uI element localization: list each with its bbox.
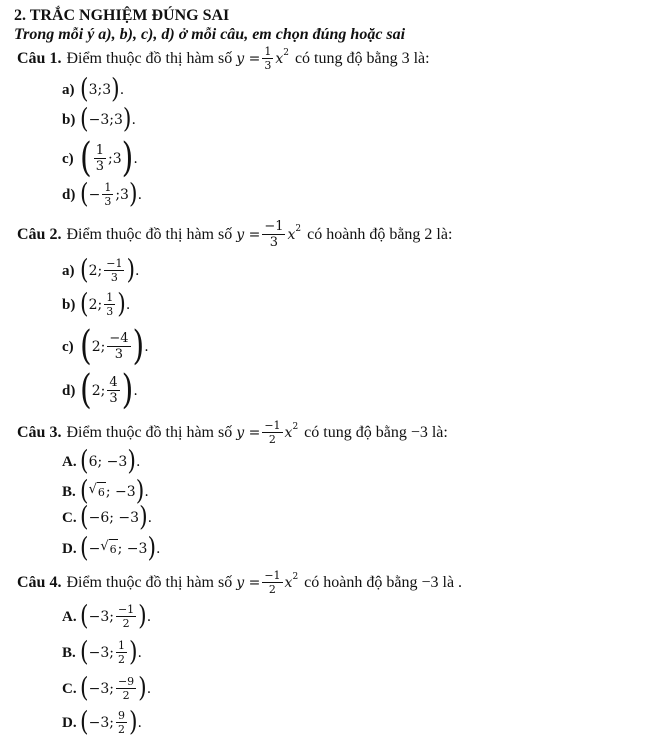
option-2d[interactable]: d) ( 2 ; $\frac{4}{3}$ ) . bbox=[62, 366, 138, 414]
function-formula: y = $\frac{-1}{2}$ x 2 bbox=[236, 569, 299, 596]
question-text: Điểm thuộc đồ thị hàm số bbox=[66, 225, 233, 243]
section-instruction: Trong mỗi ý a), b), c), d) ở mỗi câu, em chọn đúng hoặc sai bbox=[14, 26, 406, 43]
option-1a[interactable]: a) ( 3 ; 3 ) . bbox=[62, 73, 125, 105]
question-1 bbox=[17, 46, 430, 71]
option-1d[interactable]: d) ( − $\frac{1}{3}$ ; 3 ) . bbox=[62, 178, 143, 210]
option-1b[interactable]: b) ( −3 ; 3 ) . bbox=[62, 103, 136, 135]
question-2 bbox=[17, 220, 452, 249]
question-label: Câu 2. bbox=[17, 225, 62, 243]
question-4 bbox=[17, 570, 462, 595]
option-2b[interactable]: b) ( 2 ; $\frac{1}{3}$ ) . bbox=[62, 288, 131, 320]
question-text: có tung độ bằng 3 là: bbox=[294, 49, 430, 67]
question-text: Điểm thuộc đồ thị hàm số bbox=[66, 49, 233, 67]
question-text: Điểm thuộc đồ thị hàm số bbox=[66, 423, 233, 441]
option-3b[interactable]: B. ( √ 6 ; − 3 ) . bbox=[62, 475, 149, 507]
question-3 bbox=[17, 420, 448, 445]
option-4b[interactable]: B. ( −3 ; $\frac{1}{2}$ ) . bbox=[62, 636, 142, 668]
question-label: Câu 3. bbox=[17, 423, 62, 441]
option-3c[interactable]: C. ( −6 ; − 3 ) . bbox=[62, 501, 153, 533]
question-text: Điểm thuộc đồ thị hàm số bbox=[66, 573, 233, 591]
option-2a[interactable]: a) ( 2 ; $\frac{-1}{3}$ ) . bbox=[62, 254, 140, 286]
function-formula: y = $\frac{-1}{2}$ x 2 bbox=[236, 419, 299, 446]
option-3a[interactable]: A. ( 6 ; − 3 ) . bbox=[62, 445, 141, 477]
question-label: Câu 1. bbox=[17, 49, 62, 67]
option-1c[interactable]: c) ( $\frac{1}{3}$ ; 3 ) . bbox=[62, 134, 138, 182]
option-4d[interactable]: D. ( −3 ; $\frac{9}{2}$ ) . bbox=[62, 706, 142, 738]
section-heading: 2. TRẮC NGHIỆM ĐÚNG SAI bbox=[14, 7, 230, 24]
question-label: Câu 4. bbox=[17, 573, 62, 591]
option-4a[interactable]: A. ( −3 ; $\frac{-1}{2}$ ) . bbox=[62, 600, 152, 632]
option-3d[interactable]: D. ( − √ 6 ; − 3 ) . bbox=[62, 532, 161, 564]
question-text: có tung độ bằng −3 là: bbox=[304, 423, 448, 441]
question-text: có hoành độ bằng −3 là . bbox=[304, 573, 463, 591]
option-4c[interactable]: C. ( −3 ; $\frac{-9}{2}$ ) . bbox=[62, 672, 152, 704]
function-formula: y = $\frac{1}{3}$ x 2 bbox=[236, 45, 289, 72]
option-2c[interactable]: c) ( 2 ; $\frac{-4}{3}$ ) . bbox=[62, 322, 149, 370]
question-text: có hoành độ bằng 2 là: bbox=[307, 225, 453, 243]
function-formula: y = $\frac{-1}{3}$ x 2 bbox=[236, 219, 302, 250]
